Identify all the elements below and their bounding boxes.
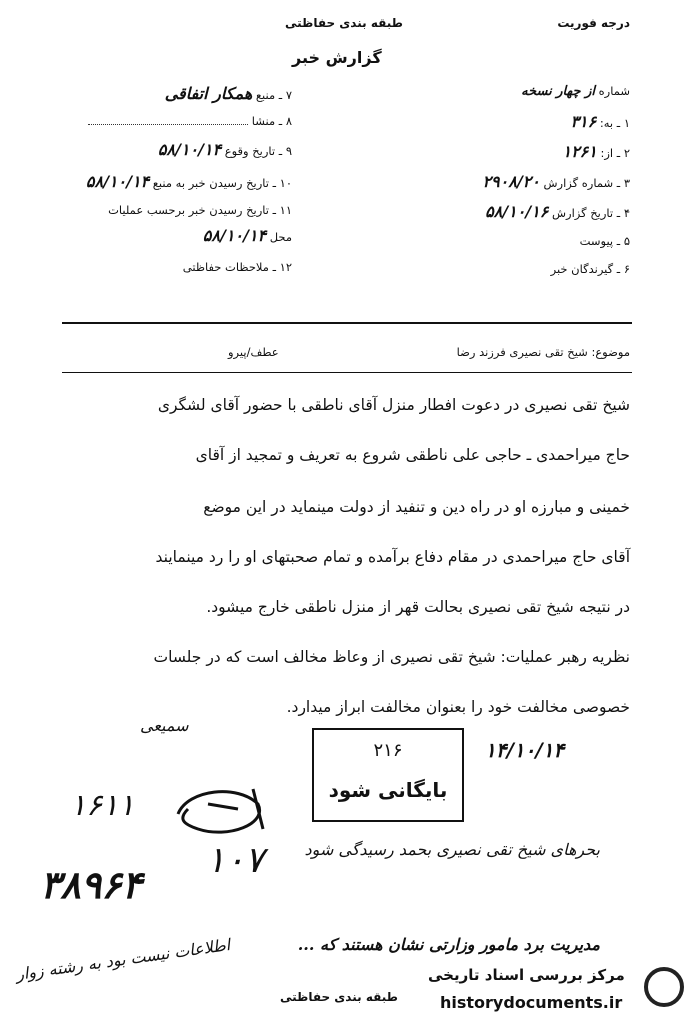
urgency-label: درجه فوریت — [557, 16, 630, 30]
divider-subject — [62, 372, 632, 373]
body-line-3: خمینی و مبارزه او در راه دین و تنفید از دولت مینماید در این موضع — [203, 498, 630, 516]
watermark-url: historydocuments.ir — [440, 993, 623, 1012]
field-origin: ۸ ـ منشا — [62, 114, 292, 128]
stamp-number: ۲۱۶ — [373, 740, 403, 761]
classification-label: طبقه بندی حفاظتی — [285, 16, 403, 30]
handwritten-note-3: اطلاعات نیست بود به رشته زوار — [14, 935, 232, 984]
handwritten-note-2: مدیریت برد مامور وزارتی نشان هستند که ... — [297, 935, 600, 954]
field-source: ۷ ـ منبع همکار اتفاقی — [164, 84, 292, 103]
field-report-date: ۴ ـ تاریخ گزارش ۵۸/۱۰/۱۶ — [485, 202, 630, 221]
body-line-4: آقای حاج میراحمدی در مقام دفاع برآمده و تمام صحبتهای او را رد مینمایند — [155, 548, 630, 566]
handwritten-code: ۳۸۹۶۴ — [40, 862, 143, 907]
archive-logo-icon — [644, 967, 684, 1007]
field-from: ۲ ـ از: ۱۲۶۱ — [562, 142, 630, 161]
stamp-text: بایگانی شود — [328, 778, 448, 802]
field-to: ۱ ـ به: ۳۱۶ — [570, 112, 630, 131]
field-number: شماره از چهار نسخه — [521, 84, 630, 99]
body-line-1: شیخ تقی نصیری در دعوت افطار منزل آقای ناطقی با حضور آقای لشگری — [157, 396, 630, 414]
field-received-by-source: ۱۰ ـ تاریخ رسیدن خبر به منبع ۵۸/۱۰/۱۴ — [85, 172, 292, 191]
field-security-notes: ۱۲ ـ ملاحظات حفاظتی — [182, 260, 292, 274]
footer-classification-label: طبقه بندی حفاظتی — [280, 990, 398, 1004]
field-location: محل ۵۸/۱۰/۱۴ — [202, 226, 292, 245]
field-attachment: ۵ ـ پیوست — [579, 234, 630, 248]
field-received-by-ops: ۱۱ ـ تاریخ رسیدن خبر برحسب عملیات — [108, 203, 292, 217]
divider-top — [62, 322, 632, 324]
handwritten-number-1611: ۱۶۱۱ — [70, 788, 135, 823]
handwritten-signature: سمیعی — [140, 716, 189, 735]
commentary-line-1: نظریه رهبر عملیات: شیخ تقی نصیری از وعاظ مخالف است که در جلسات — [153, 648, 630, 666]
report-title: گزارش خبر — [292, 48, 382, 67]
archive-stamp — [312, 728, 464, 822]
field-occurrence-date: ۹ ـ تاریخ وقوع ۵۸/۱۰/۱۴ — [157, 140, 292, 159]
handwritten-note-1: بحرهای شیخ تقی نصیری بحمد رسیدگی شود — [304, 840, 600, 859]
handwritten-date: ۱۴/۱۰/۱۴ — [485, 738, 565, 762]
body-line-2: حاج میراحمدی ـ حاجی علی ناطقی شروع به تعریف و تمجید از آقای — [195, 446, 630, 464]
subject-reference: عطف/پیرو — [228, 345, 279, 359]
body-line-5: در نتیجه شیخ تقی نصیری بحالت قهر از منزل ناطقی خارج میشود. — [206, 598, 630, 616]
field-report-number: ۳ ـ شماره گزارش ۲۹۰۸/۲۰ — [482, 172, 630, 191]
handwritten-scribble-icon — [168, 784, 278, 844]
field-recipients: ۶ ـ گیرندگان خبر — [550, 262, 630, 276]
commentary-line-2: خصوصی مخالفت خود را بعنوان مخالفت ابراز میدارد. — [286, 698, 630, 716]
watermark-name: مرکز بررسی اسناد تاریخی — [428, 966, 625, 984]
subject-line: موضوع: شیخ تقی نصیری فرزند رضا — [456, 345, 630, 359]
handwritten-code-2: ۱۰۷ — [206, 840, 265, 881]
